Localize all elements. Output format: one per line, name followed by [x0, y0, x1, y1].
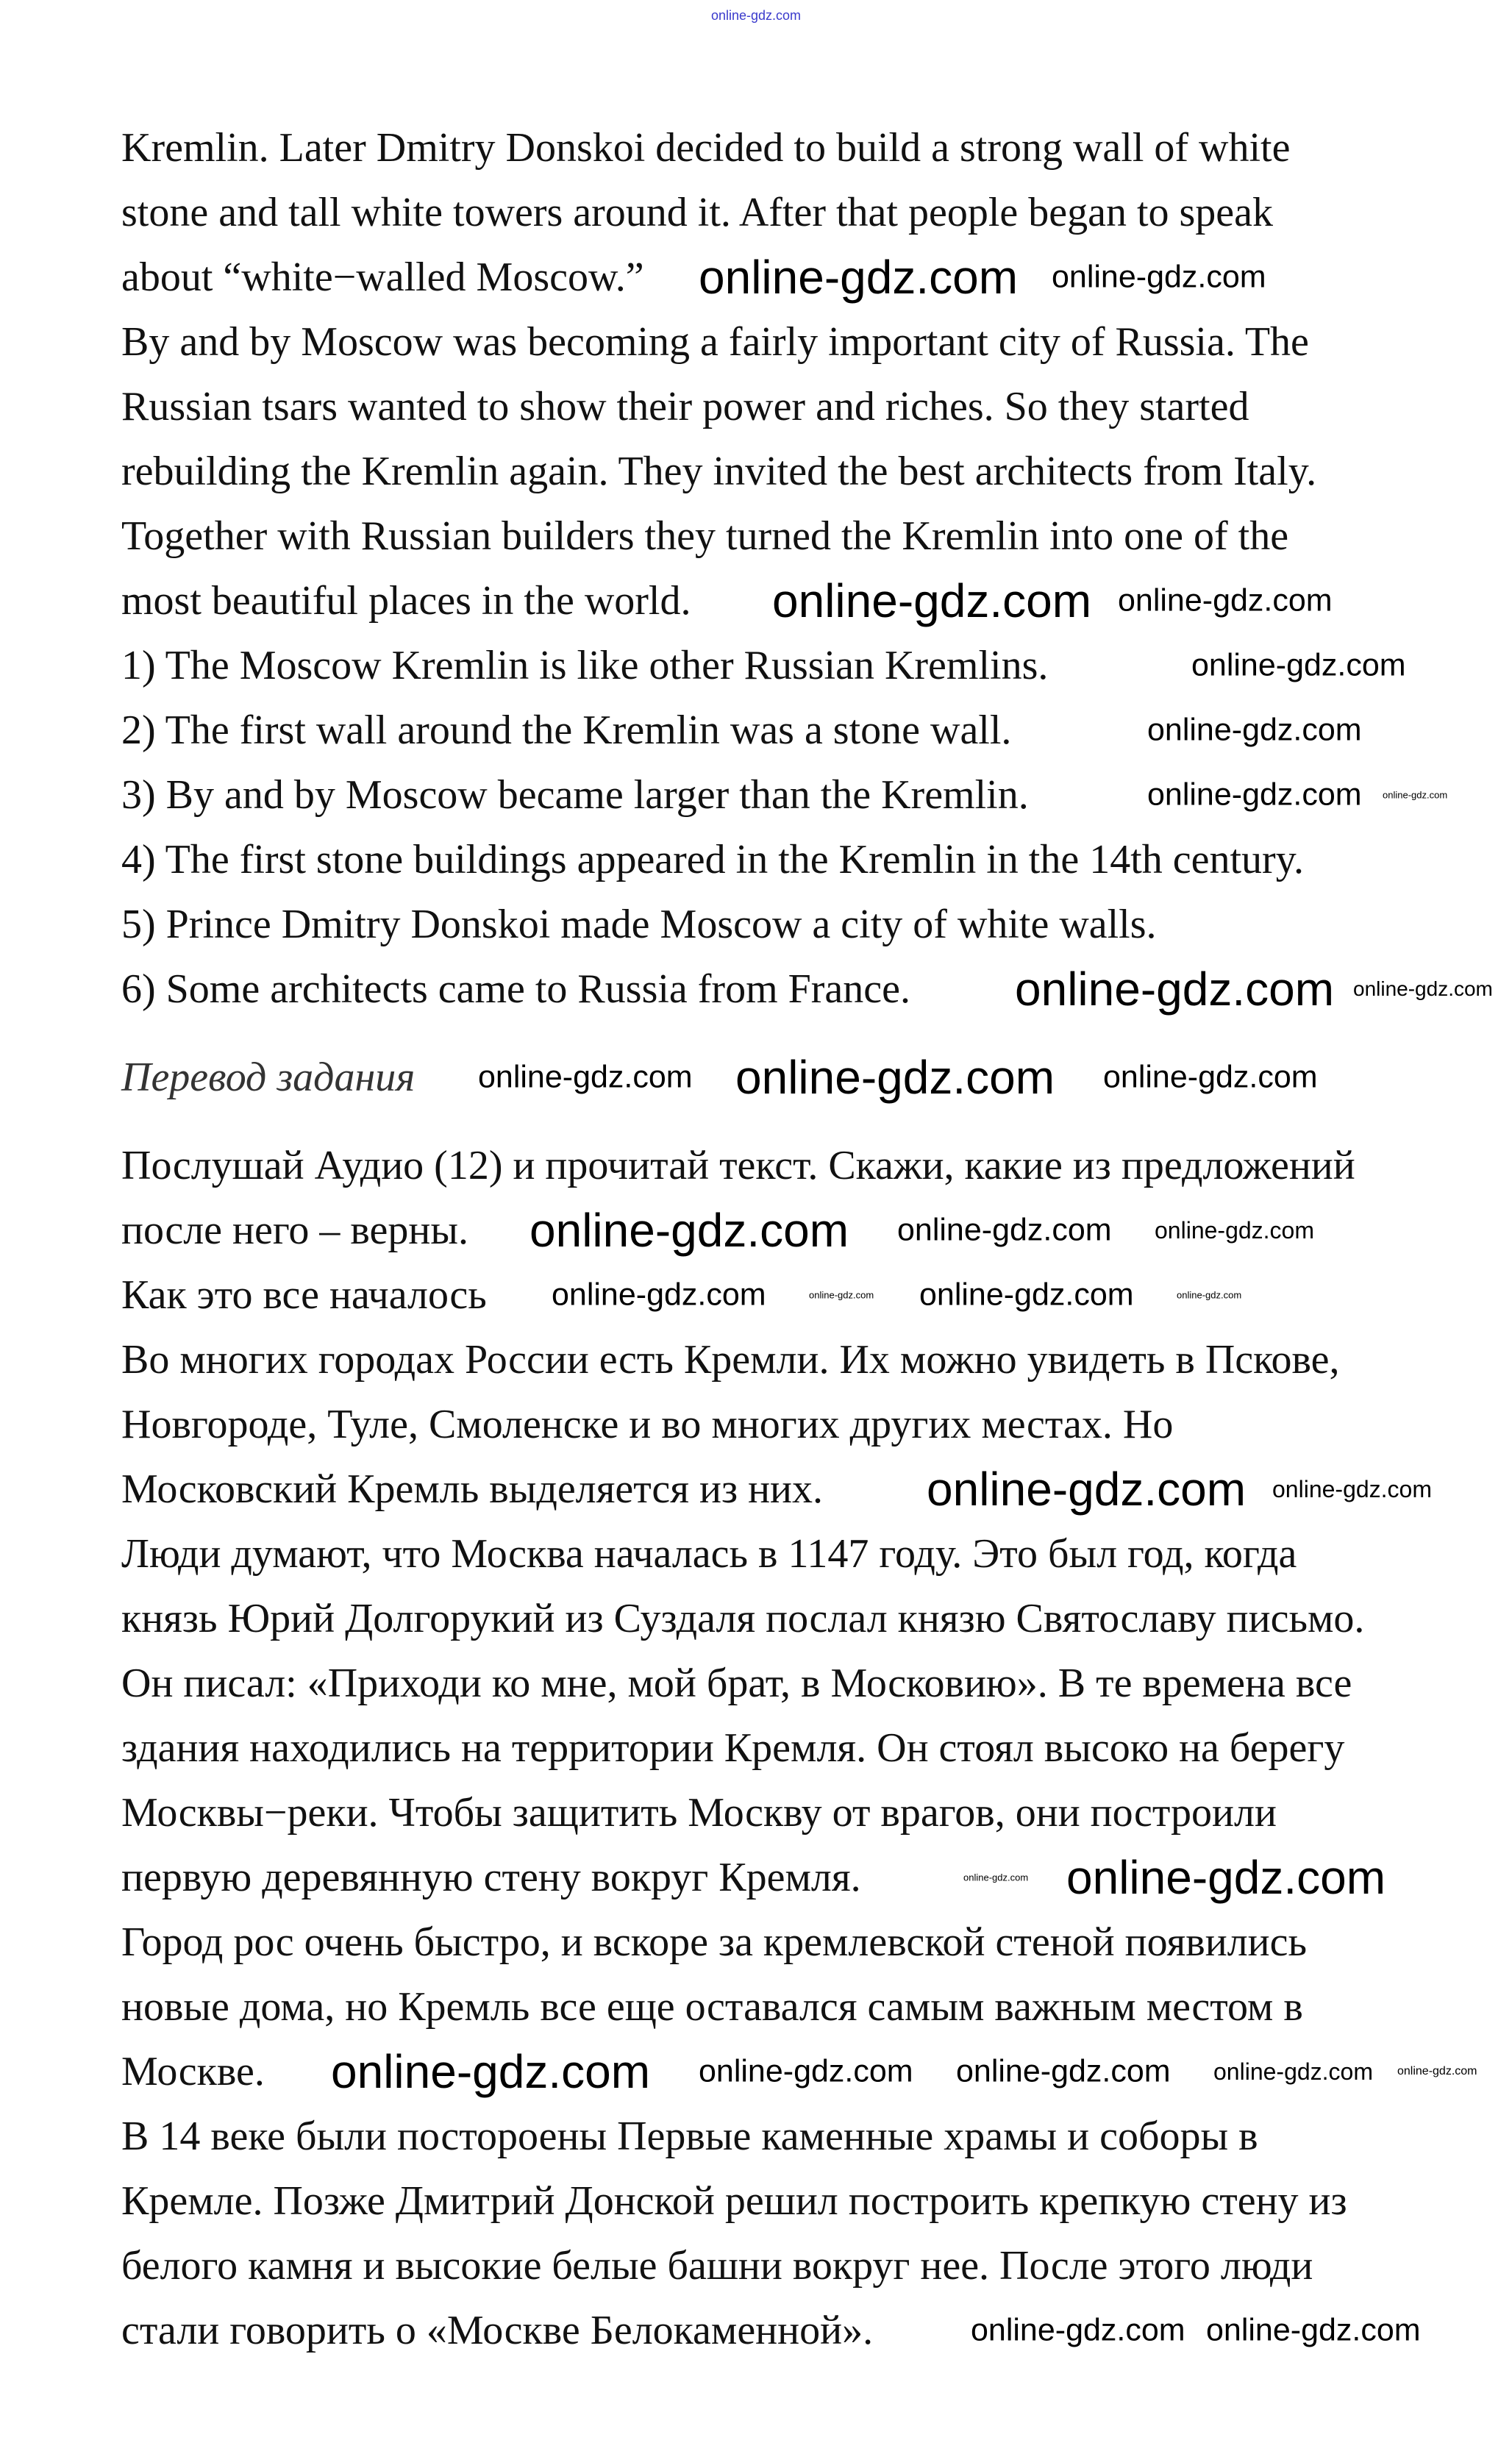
translation-line: князь Юрий Долгорукий из Суздаля послал князю Святославу письмо.	[121, 1596, 1365, 1641]
watermark: online-gdz.com	[710, 8, 802, 23]
translation-line: здания находились на территории Кремля. Он стоял высоко на берегу	[121, 1725, 1345, 1771]
watermark: online-gdz.com	[772, 574, 1091, 627]
translation-line: новые дома, но Кремль все еще оставался самым важным местом в	[121, 1984, 1303, 2030]
watermark: online-gdz.com	[1206, 2312, 1421, 2348]
text-line: most beautiful places in the world.	[121, 578, 691, 624]
translation-line: Как это все началось	[121, 1272, 487, 1318]
watermark: online-gdz.com	[927, 1463, 1246, 1516]
statement-2: 2) The first wall around the Kremlin was a stone wall.	[121, 707, 1012, 753]
translation-line: после него – верны.	[121, 1208, 468, 1253]
watermark: online-gdz.com	[1118, 582, 1333, 618]
watermark: online-gdz.com	[1383, 789, 1448, 801]
text-line: Kremlin. Later Dmitry Donskoi decided to build a strong wall of white	[121, 125, 1291, 171]
translation-line: Люди думают, что Москва началась в 1147 году. Это был год, когда	[121, 1531, 1297, 1577]
watermark: online-gdz.com	[1147, 777, 1362, 813]
watermark: online-gdz.com	[897, 1212, 1112, 1248]
watermark: online-gdz.com	[956, 2053, 1171, 2089]
watermark: online-gdz.com	[735, 1051, 1055, 1104]
watermark: online-gdz.com	[1052, 259, 1266, 295]
text-line: about “white−walled Moscow.”	[121, 254, 644, 300]
watermark: online-gdz.com	[1147, 712, 1362, 748]
statement-1: 1) The Moscow Kremlin is like other Russian Kremlins.	[121, 643, 1049, 688]
text-line: By and by Moscow was becoming a fairly important city of Russia. The	[121, 319, 1309, 365]
translation-line: Москве.	[121, 2049, 265, 2094]
watermark: online-gdz.com	[809, 1289, 874, 1301]
watermark: online-gdz.com	[1191, 647, 1406, 683]
watermark: online-gdz.com	[1155, 1217, 1314, 1244]
watermark: online-gdz.com	[1213, 2058, 1373, 2085]
watermark: online-gdz.com	[1103, 1059, 1318, 1095]
text-line: Russian tsars wanted to show their power and riches. So they started	[121, 384, 1249, 429]
watermark: online-gdz.com	[478, 1059, 693, 1095]
statement-3: 3) By and by Moscow became larger than the Kremlin.	[121, 772, 1029, 818]
translation-line: Москвы−реки. Чтобы защитить Москву от врагов, они построили	[121, 1790, 1277, 1836]
translation-line: Послушай Аудио (12) и прочитай текст. Скажи, какие из предложений	[121, 1143, 1355, 1188]
translation-line: белого камня и высокие белые башни вокруг нее. После этого люди	[121, 2243, 1313, 2289]
watermark: online-gdz.com	[331, 2045, 650, 2098]
translation-line: Город рос очень быстро, и вскоре за кремлевской стеной появились	[121, 1919, 1308, 1965]
watermark: online-gdz.com	[529, 1204, 849, 1257]
watermark: online-gdz.com	[1066, 1851, 1386, 1904]
watermark: online-gdz.com	[699, 251, 1018, 304]
watermark: online-gdz.com	[1177, 1289, 1242, 1301]
watermark: online-gdz.com	[971, 2312, 1185, 2348]
translation-line: Кремле. Позже Дмитрий Донской решил построить крепкую стену из	[121, 2178, 1347, 2224]
text-line: Together with Russian builders they turned the Kremlin into one of the	[121, 513, 1289, 559]
translation-line: Во многих городах России есть Кремли. Их можно увидеть в Пскове,	[121, 1337, 1340, 1383]
translation-line: первую деревянную стену вокруг Кремля.	[121, 1855, 861, 1900]
translation-line: стали говорить о «Москве Белокаменной».	[121, 2308, 874, 2353]
watermark: online-gdz.com	[1397, 2065, 1477, 2077]
translation-line: Московский Кремль выделяется из них.	[121, 1466, 824, 1512]
watermark: online-gdz.com	[699, 2053, 913, 2089]
statement-5: 5) Prince Dmitry Donskoi made Moscow a city of white walls.	[121, 902, 1157, 947]
statement-6: 6) Some architects came to Russia from France.	[121, 966, 910, 1012]
statement-4: 4) The first stone buildings appeared in the Kremlin in the 14th century.	[121, 837, 1305, 882]
watermark: online-gdz.com	[919, 1277, 1134, 1313]
section-heading: Перевод задания	[121, 1055, 416, 1100]
watermark: online-gdz.com	[552, 1277, 766, 1313]
watermark: online-gdz.com	[1272, 1476, 1432, 1502]
watermark: online-gdz.com	[1353, 977, 1493, 1000]
translation-line: Он писал: «Приходи ко мне, мой брат, в Московию». В те времена все	[121, 1661, 1352, 1706]
watermark: online-gdz.com	[963, 1872, 1029, 1883]
text-line: stone and tall white towers around it. After that people began to speak	[121, 190, 1274, 235]
translation-line: В 14 веке были постороены Первые каменные храмы и соборы в	[121, 2114, 1258, 2159]
watermark: online-gdz.com	[1015, 963, 1334, 1016]
translation-line: Новгороде, Туле, Смоленске и во многих других местах. Но	[121, 1402, 1174, 1447]
text-line: rebuilding the Kremlin again. They invited the best architects from Italy.	[121, 449, 1317, 494]
